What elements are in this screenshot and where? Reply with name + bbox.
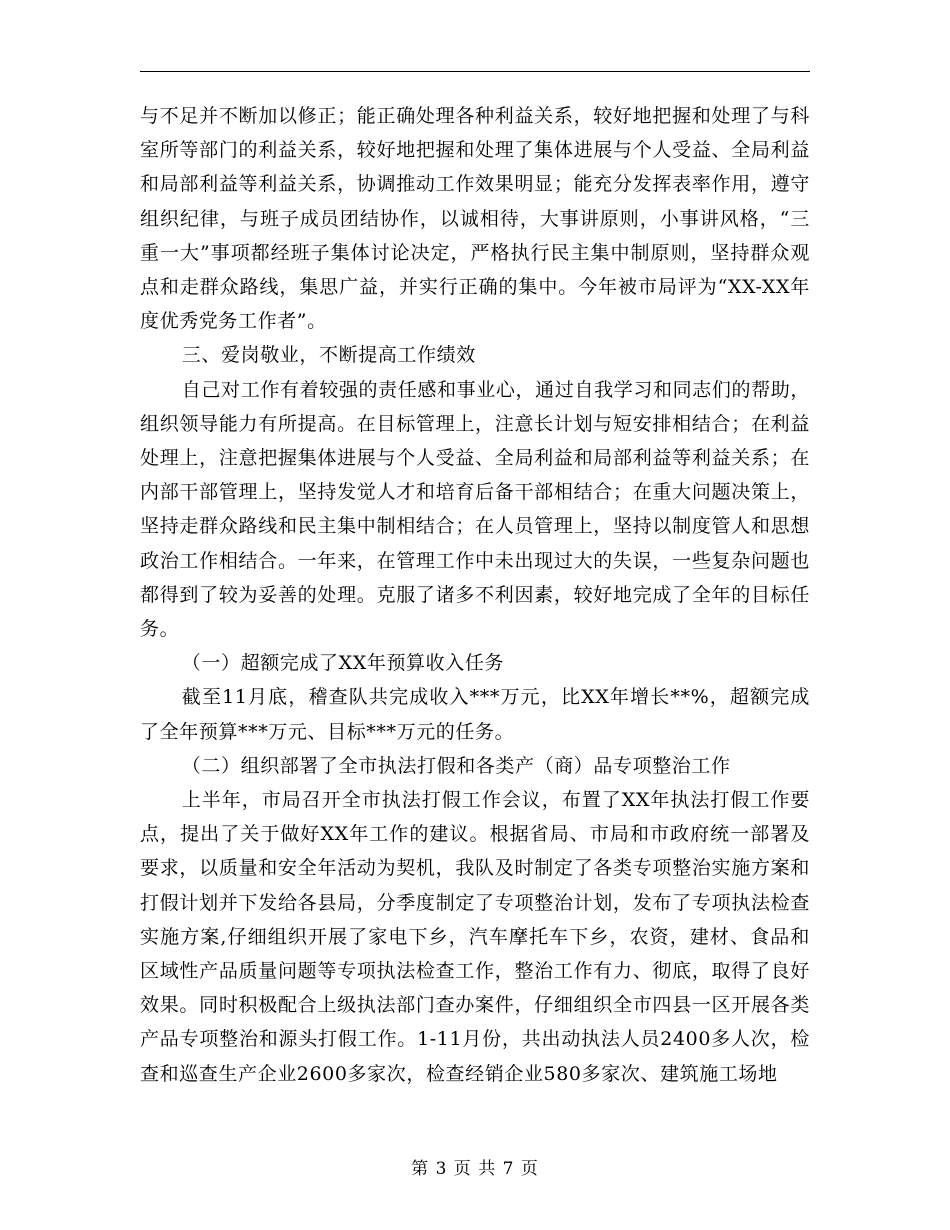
paragraph-cadre-relations: 与不足并不断加以修正；能正确处理各种利益关系，较好地把握和处理了与科室所等部门的利益关系，较好地把握和处理了集体进展与个人受益、全局利益和局部利益等利益关系，协调推动工作效果明显；能充分发挥表率作用，遵守组织纪律，与班子成员团结协作，以诚相待，大事讲原则，小事讲风格，“三重一大”事项都经班子集体讨论决定，严格执行民主集中制原则，坚持群众观点和走群众路线，集思广益，并实行正确的集中。今年被市局评为“XX-XX年度优秀党务工作者”。 xyxy=(140,105,810,333)
paragraph-revenue: 截至11月底，稽查队共完成收入***万元，比XX年增长**%，超额完成了全年预算***万元、目标***万元的任务。 xyxy=(140,686,810,743)
page-number: 第 3 页 共 7 页 xyxy=(411,1159,539,1179)
paragraph-responsibility: 自己对工作有着较强的责任感和事业心，通过自我学习和同志们的帮助，组织领导能力有所提高。在目标管理上，注意长计划与短安排相结合；在利益处理上，注意把握集体进展与个人受益、全局利益和局部利益等利益关系；在内部干部管理上，坚持发觉人才和培育后备干部相结合；在重大问题决策上，坚持走群众路线和民主集中制相结合；在人员管理上，坚持以制度管人和思想政治工作相结合。一年来，在管理工作中未出现过大的失误，一些复杂问题也都得到了较为妥善的处理。克服了诸多不利因素，较好地完成了全年的目标任务。 xyxy=(140,378,810,641)
header-rule xyxy=(140,71,810,72)
section-heading-3: 三、爱岗敬业，不断提高工作绩效 xyxy=(181,344,476,367)
subheading-1: （一）超额完成了XX年预算收入任务 xyxy=(181,652,505,675)
subheading-2: （二）组织部署了全市执法打假和各类产（商）品专项整治工作 xyxy=(181,754,731,777)
paragraph-enforcement: 上半年，市局召开全市执法打假工作会议，布置了XX年执法打假工作要点，提出了关于做好XX年工作的建议。根据省局、市局和市政府统一部署及要求，以质量和安全年活动为契机，我队及时制定了各类专项整治实施方案和打假计划并下发给各县局，分季度制定了专项整治计划，发布了专项执法检查实施方案,仔细组织开展了家电下乡，汽车摩托车下乡，农资，建材、食品和区域性产品质量问题等专项执法检查工作，整治工作有力、彻底，取得了良好效果。同时积极配合上级执法部门查办案件，仔细组织全市四县一区开展各类产品专项整治和源头打假工作。1-11月份，共出动执法人员2400多人次，检查和巡查生产企业2600多家次，检查经销企业580多家次、建筑施工场地 xyxy=(140,789,810,1085)
document-body xyxy=(140,99,810,1091)
